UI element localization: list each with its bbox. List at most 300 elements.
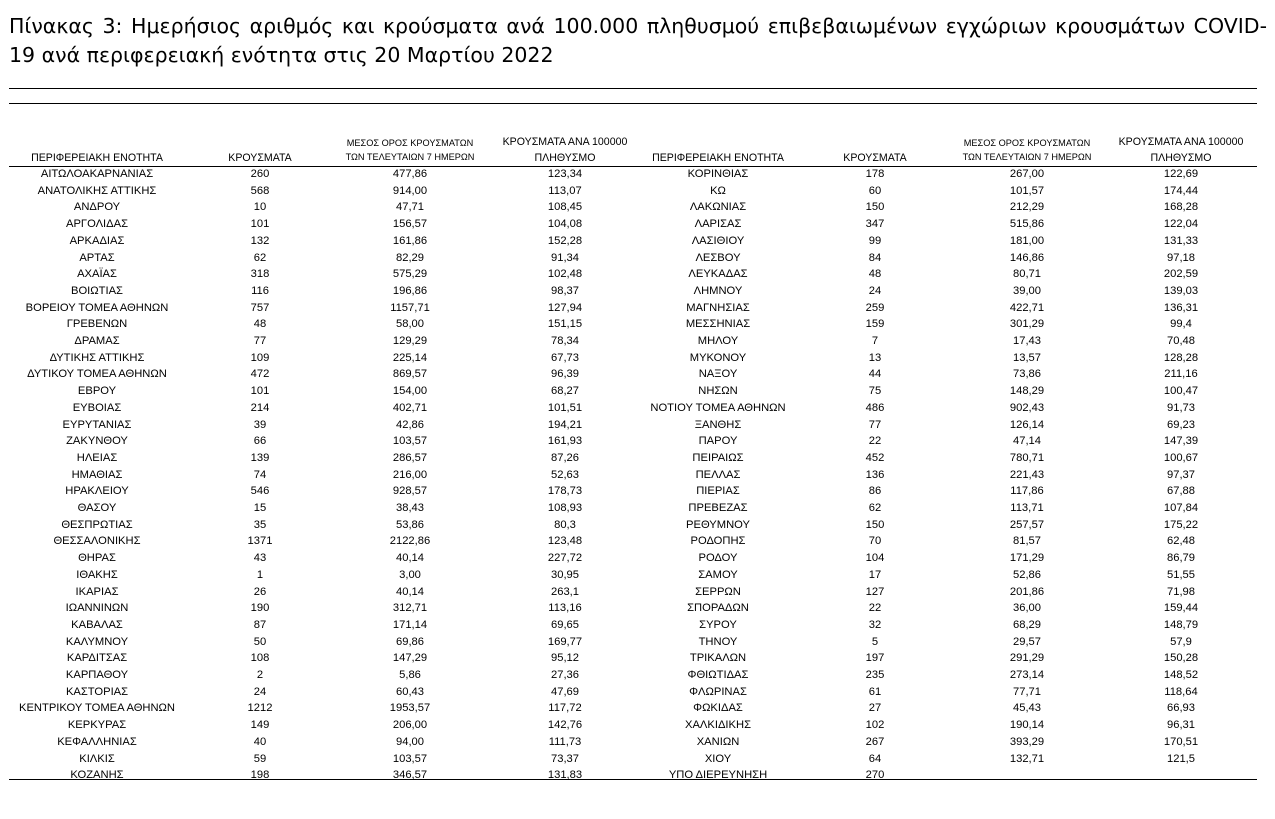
table-row — [0, 767, 1275, 784]
cell-right-cases: 17 — [868, 568, 882, 581]
table-row — [0, 199, 1275, 216]
cell-right-per100k: 122,04 — [1163, 218, 1199, 231]
cell-right-avg: 132,71 — [1009, 752, 1045, 765]
header-cases-right: ΚΡΟΥΣΜΑΤΑ — [843, 152, 907, 164]
cell-left-avg: 2122,86 — [389, 535, 431, 548]
cell-left-region: ΚΕΡΚΥΡΑΣ — [67, 719, 127, 732]
cell-left-cases: 48 — [253, 318, 267, 331]
table-row — [0, 684, 1275, 701]
cell-left-avg: 58,00 — [396, 318, 424, 331]
cell-right-cases: 61 — [868, 685, 882, 698]
cell-right-cases: 104 — [865, 552, 885, 565]
cell-right-cases: 32 — [868, 618, 882, 631]
cell-left-avg: 3,00 — [399, 568, 421, 581]
cell-right-per100k: 170,51 — [1163, 735, 1199, 748]
cell-right-region: ΡΟΔΟΠΗΣ — [690, 535, 746, 548]
table-row — [0, 183, 1275, 200]
cell-left-cases: 1 — [256, 568, 264, 581]
table-row — [0, 366, 1275, 383]
cell-left-avg: 40,14 — [396, 585, 424, 598]
cell-left-region: ΙΚΑΡΙΑΣ — [75, 585, 119, 598]
cell-right-avg: 36,00 — [1013, 602, 1041, 615]
cell-left-region: ΓΡΕΒΕΝΩΝ — [66, 318, 128, 331]
cell-left-avg: 40,14 — [396, 552, 424, 565]
cell-left-cases: 108 — [250, 652, 270, 665]
cell-right-per100k: 97,18 — [1167, 251, 1195, 264]
cell-right-region: ΡΕΘΥΜΝΟΥ — [686, 518, 750, 531]
cell-left-per100k: 113,16 — [548, 602, 582, 615]
cell-left-region: ΚΑΒΑΛΑΣ — [71, 618, 123, 631]
header-region-right: ΠΕΡΙΦΕΡΕΙΑΚΗ ΕΝΟΤΗΤΑ — [652, 152, 784, 164]
cell-right-region: ΚΟΡΙΝΘΙΑΣ — [687, 168, 749, 180]
cell-right-region: ΠΙΕΡΙΑΣ — [696, 485, 740, 498]
cell-right-per100k: 128,28 — [1163, 351, 1199, 364]
table-row — [0, 450, 1275, 467]
header-avg-right-2: ΤΩΝ ΤΕΛΕΥΤΑΙΩΝ 7 ΗΜΕΡΩΝ — [962, 152, 1092, 162]
cell-left-region: ΗΜΑΘΙΑΣ — [71, 468, 123, 481]
cell-right-cases: 150 — [865, 518, 885, 531]
cell-left-per100k: 87,26 — [551, 451, 579, 464]
cell-right-per100k: 86,79 — [1167, 552, 1195, 565]
cell-right-avg: 13,57 — [1013, 351, 1041, 364]
cell-left-per100k: 131,83 — [547, 769, 583, 782]
cell-left-region: ΔΥΤΙΚΟΥ ΤΟΜΕΑ ΑΘΗΝΩΝ — [27, 368, 167, 381]
cell-right-avg: 190,14 — [1009, 719, 1045, 732]
cell-right-avg: 117,86 — [1010, 485, 1044, 498]
cell-right-avg: 29,57 — [1013, 635, 1041, 648]
cell-right-cases: 84 — [868, 251, 882, 264]
cell-right-region: ΝΗΣΩΝ — [698, 385, 738, 398]
cell-right-cases: 5 — [871, 635, 879, 648]
cell-left-per100k: 117,72 — [548, 702, 582, 715]
cell-left-cases: 116 — [251, 284, 269, 297]
cell-left-per100k: 152,28 — [547, 234, 583, 247]
cell-left-cases: 87 — [253, 618, 267, 631]
cell-right-avg: 393,29 — [1009, 735, 1045, 748]
cell-right-region: ΜΗΛΟΥ — [697, 335, 739, 347]
cell-left-region: ΑΧΑΪΑΣ — [77, 268, 117, 281]
table-row — [0, 600, 1275, 617]
cell-left-per100k: 67,73 — [551, 351, 579, 364]
cell-right-avg: 780,71 — [1009, 451, 1045, 464]
cell-left-region: ΚΑΡΠΑΘΟΥ — [65, 669, 129, 681]
cell-left-avg: 38,43 — [396, 502, 424, 514]
cell-right-per100k: 118,64 — [1164, 685, 1198, 698]
cell-right-cases: 259 — [865, 301, 885, 314]
cell-right-cases: 102 — [865, 719, 885, 732]
cell-right-region: ΞΑΝΘΗΣ — [694, 418, 742, 431]
cell-right-avg: 80,71 — [1013, 268, 1041, 281]
header-per100k-left-1: ΚΡΟΥΣΜΑΤΑ ΑΝΑ 100000 — [502, 136, 628, 148]
cell-left-avg: 161,86 — [392, 234, 428, 247]
cell-left-avg: 42,86 — [396, 418, 424, 431]
cell-left-avg: 5,86 — [399, 669, 421, 681]
cell-left-cases: 568 — [250, 184, 270, 197]
cell-right-cases: 136 — [865, 468, 885, 481]
cell-left-per100k: 108,93 — [547, 502, 583, 514]
cell-left-region: ΘΕΣΠΡΩΤΙΑΣ — [61, 518, 133, 531]
cell-left-cases: 66 — [253, 435, 267, 448]
cell-left-cases: 10 — [253, 201, 267, 214]
cell-left-region: ΖΑΚΥΝΘΟΥ — [66, 435, 128, 448]
cell-left-per100k: 123,48 — [547, 535, 583, 548]
cell-right-per100k: 71,98 — [1167, 585, 1195, 598]
top-rule — [9, 88, 1257, 89]
cell-right-cases: 86 — [868, 485, 882, 498]
cell-left-cases: 39 — [253, 418, 267, 431]
second-rule — [9, 103, 1257, 104]
cell-right-avg: 171,29 — [1009, 552, 1045, 565]
cell-left-per100k: 30,95 — [551, 568, 579, 581]
cell-left-avg: 129,29 — [392, 335, 428, 347]
cell-right-avg: 52,86 — [1013, 568, 1041, 581]
cell-right-region: ΛΑΣΙΘΙΟΥ — [691, 234, 745, 247]
cell-right-region: ΦΛΩΡΙΝΑΣ — [689, 685, 747, 698]
cell-left-per100k: 91,34 — [551, 251, 579, 264]
cell-right-avg: 113,71 — [1010, 502, 1044, 514]
cell-right-avg: 257,57 — [1009, 518, 1045, 531]
cell-left-cases: 50 — [253, 635, 267, 648]
cell-right-cases: 178 — [865, 168, 885, 180]
table-row — [0, 383, 1275, 400]
cell-left-avg: 60,43 — [396, 685, 424, 698]
cell-right-cases: 486 — [865, 401, 885, 414]
cell-right-cases: 13 — [868, 351, 882, 364]
header-avg-right-1: ΜΕΣΟΣ ΟΡΟΣ ΚΡΟΥΣΜΑΤΩΝ — [963, 138, 1091, 148]
cell-left-avg: 103,57 — [392, 435, 428, 448]
cell-right-cases: 127 — [865, 585, 885, 598]
table-row — [0, 250, 1275, 267]
cell-right-per100k: 96,31 — [1167, 719, 1195, 732]
table-row — [0, 417, 1275, 434]
cell-right-region: ΦΘΙΩΤΙΔΑΣ — [687, 669, 749, 681]
cell-right-region: ΣΥΡΟΥ — [699, 618, 737, 631]
cell-right-avg: 39,00 — [1013, 284, 1041, 297]
cell-left-per100k: 95,12 — [551, 652, 579, 665]
cell-left-cases: 318 — [250, 268, 270, 281]
cell-left-region: ΚΙΛΚΙΣ — [79, 752, 115, 765]
cell-right-per100k: 66,93 — [1167, 702, 1195, 715]
table-row — [0, 717, 1275, 734]
cell-left-avg: 575,29 — [392, 268, 428, 281]
cell-right-region: ΧΙΟΥ — [704, 752, 732, 765]
cell-right-region: ΠΕΛΛΑΣ — [695, 468, 741, 481]
cell-left-cases: 43 — [253, 552, 267, 565]
table-row — [0, 316, 1275, 333]
cell-right-region: ΣΠΟΡΑΔΩΝ — [687, 602, 749, 615]
cell-right-region: ΠΕΙΡΑΙΩΣ — [692, 451, 744, 464]
cell-right-region: ΝΟΤΙΟΥ ΤΟΜΕΑ ΑΘΗΝΩΝ — [650, 401, 786, 414]
cell-right-per100k: 100,67 — [1163, 451, 1199, 464]
cell-left-avg: 869,57 — [392, 368, 428, 381]
cell-left-region: ΗΛΕΙΑΣ — [76, 451, 118, 464]
header-per100k-right-1: ΚΡΟΥΣΜΑΤΑ ΑΝΑ 100000 — [1118, 136, 1244, 148]
header-avg-left-1: ΜΕΣΟΣ ΟΡΟΣ ΚΡΟΥΣΜΑΤΩΝ — [346, 138, 474, 148]
cell-right-avg: 68,29 — [1013, 618, 1041, 631]
cell-left-per100k: 113,07 — [548, 184, 582, 197]
cell-right-cases: 235 — [865, 669, 885, 681]
page-title: Πίνακας 3: Ημερήσιος αριθμός και κρούσματα ανά 100.000 πληθυσμού επιβεβαιωμένων εγχώριων κρουσμάτων COVID-19 ανά περιφερειακή ενότητα στις 20 Μαρτίου 2022 — [9, 14, 1267, 67]
cell-right-cases: 22 — [868, 435, 882, 448]
cell-left-avg: 147,29 — [392, 652, 428, 665]
cell-left-cases: 40 — [253, 735, 267, 748]
cell-left-avg: 82,29 — [396, 251, 424, 264]
cell-right-region: ΛΑΚΩΝΙΑΣ — [689, 201, 747, 214]
cell-left-region: ΘΕΣΣΑΛΟΝΙΚΗΣ — [53, 535, 141, 548]
cell-right-avg: 291,29 — [1009, 652, 1045, 665]
cell-right-avg: 126,14 — [1009, 418, 1045, 431]
cell-left-region: ΔΡΑΜΑΣ — [74, 335, 120, 347]
cell-left-avg: 286,57 — [392, 451, 428, 464]
cell-left-region: ΕΥΒΟΙΑΣ — [72, 401, 122, 414]
cell-right-per100k: 70,48 — [1167, 335, 1195, 347]
cell-left-cases: 62 — [253, 251, 267, 264]
cell-left-region: ΑΡΓΟΛΙΔΑΣ — [65, 218, 129, 231]
cell-left-per100k: 68,27 — [551, 385, 579, 398]
table-row — [0, 467, 1275, 484]
cell-right-avg: 17,43 — [1013, 335, 1041, 347]
cell-right-per100k: 97,37 — [1167, 468, 1195, 481]
cell-left-cases: 132 — [250, 234, 270, 247]
cell-left-cases: 24 — [253, 685, 267, 698]
cell-right-cases: 150 — [865, 201, 885, 214]
cell-right-cases: 159 — [865, 318, 885, 331]
cell-left-region: ΚΑΡΔΙΤΣΑΣ — [66, 652, 128, 665]
cell-left-region: ΔΥΤΙΚΗΣ ΑΤΤΙΚΗΣ — [49, 351, 145, 364]
cell-left-region: ΚΕΦΑΛΛΗΝΙΑΣ — [57, 735, 137, 748]
cell-left-cases: 109 — [250, 351, 270, 364]
cell-left-region: ΒΟΡΕΙΟΥ ΤΟΜΕΑ ΑΘΗΝΩΝ — [25, 301, 169, 314]
cell-left-cases: 101 — [250, 385, 270, 398]
cell-right-region: ΥΠΟ ΔΙΕΡΕΥΝΗΣΗ — [668, 769, 768, 782]
table-row — [0, 700, 1275, 717]
cell-left-per100k: 142,76 — [547, 719, 583, 732]
cell-left-avg: 216,00 — [392, 468, 428, 481]
cell-left-per100k: 52,63 — [551, 468, 579, 481]
cell-left-avg: 171,14 — [392, 618, 428, 631]
cell-left-per100k: 108,45 — [547, 201, 583, 214]
cell-right-per100k: 148,79 — [1163, 618, 1199, 631]
cell-right-avg: 273,14 — [1009, 669, 1045, 681]
cell-left-cases: 139 — [250, 451, 270, 464]
cell-right-per100k: 62,48 — [1167, 535, 1195, 548]
cell-left-per100k: 127,94 — [547, 301, 583, 314]
cell-right-cases: 27 — [868, 702, 882, 715]
cell-right-avg: 148,29 — [1009, 385, 1045, 398]
table-row — [0, 751, 1275, 768]
cell-left-per100k: 78,34 — [551, 335, 579, 347]
cell-left-per100k: 104,08 — [547, 218, 583, 231]
table-row — [0, 300, 1275, 317]
cell-left-per100k: 111,73 — [548, 735, 582, 748]
cell-left-per100k: 151,15 — [547, 318, 583, 331]
cell-left-cases: 101 — [250, 218, 270, 231]
cell-right-region: ΛΕΣΒΟΥ — [695, 251, 741, 264]
table-row — [0, 734, 1275, 751]
cell-left-region: ΚΟΖΑΝΗΣ — [70, 769, 124, 782]
cell-left-avg: 94,00 — [396, 735, 424, 748]
cell-right-region: ΝΑΞΟΥ — [698, 368, 738, 381]
cell-left-per100k: 194,21 — [547, 418, 583, 431]
cell-left-region: ΒΟΙΩΤΙΑΣ — [71, 284, 123, 297]
cell-left-cases: 74 — [253, 468, 267, 481]
cell-right-cases: 44 — [868, 368, 882, 381]
cell-left-region: ΕΥΡΥΤΑΝΙΑΣ — [62, 418, 132, 431]
cell-left-cases: 149 — [250, 719, 270, 732]
cell-right-avg: 101,57 — [1009, 184, 1045, 197]
cell-right-region: ΜΑΓΝΗΣΙΑΣ — [686, 301, 750, 314]
bottom-rule — [9, 779, 1257, 780]
cell-right-per100k: 159,44 — [1163, 602, 1199, 615]
cell-left-cases: 2 — [256, 669, 264, 681]
cell-left-cases: 15 — [253, 502, 267, 514]
cell-left-avg: 154,00 — [392, 385, 428, 398]
cell-right-per100k: 99,4 — [1170, 318, 1192, 331]
cell-right-region: ΛΑΡΙΣΑΣ — [694, 218, 742, 231]
cell-right-cases: 48 — [868, 268, 882, 281]
cell-right-per100k: 148,52 — [1163, 669, 1199, 681]
cell-left-region: ΑΙΤΩΛΟΑΚΑΡΝΑΝΙΑΣ — [40, 168, 154, 180]
cell-right-cases: 70 — [868, 535, 882, 548]
cell-right-region: ΤΗΝΟΥ — [698, 635, 738, 648]
cell-right-per100k: 150,28 — [1163, 652, 1199, 665]
header-per100k-right-2: ΠΛΗΘΥΣΜΟ — [1150, 152, 1212, 164]
cell-right-cases: 62 — [868, 502, 882, 514]
cell-right-avg: 515,86 — [1009, 218, 1045, 231]
cell-right-avg: 181,00 — [1009, 234, 1045, 247]
cell-left-per100k: 69,65 — [551, 618, 579, 631]
cell-left-per100k: 123,34 — [547, 168, 583, 180]
cell-left-per100k: 169,77 — [547, 635, 583, 648]
cell-left-cases: 757 — [250, 301, 270, 314]
cell-right-cases: 22 — [868, 602, 882, 615]
cell-left-cases: 1371 — [247, 535, 273, 548]
cell-right-per100k: 121,5 — [1167, 752, 1195, 765]
cell-left-per100k: 47,69 — [551, 685, 579, 698]
cell-left-avg: 225,14 — [392, 351, 428, 364]
cell-right-avg: 77,71 — [1013, 685, 1041, 698]
cell-right-cases: 7 — [871, 335, 879, 347]
cell-left-region: ΚΑΛΥΜΝΟΥ — [65, 635, 129, 648]
cell-right-avg: 81,57 — [1013, 535, 1041, 548]
cell-right-region: ΧΑΛΚΙΔΙΚΗΣ — [684, 719, 751, 732]
cell-left-region: ΘΗΡΑΣ — [78, 552, 116, 565]
cell-right-cases: 347 — [865, 218, 885, 231]
cell-right-avg: 212,29 — [1009, 201, 1045, 214]
cell-left-per100k: 161,93 — [547, 435, 583, 448]
cell-left-avg: 156,57 — [392, 218, 428, 231]
table-row — [0, 483, 1275, 500]
cell-left-cases: 77 — [253, 335, 267, 347]
cell-left-cases: 472 — [250, 368, 270, 381]
cell-right-cases: 24 — [868, 284, 882, 297]
table-row — [0, 567, 1275, 584]
cell-left-cases: 59 — [253, 752, 267, 765]
cell-right-region: ΠΡΕΒΕΖΑΣ — [688, 502, 748, 514]
cell-left-per100k: 263,1 — [551, 585, 579, 598]
cell-left-avg: 47,71 — [396, 201, 424, 214]
table-row — [0, 400, 1275, 417]
table-row — [0, 667, 1275, 684]
cell-right-cases: 64 — [868, 752, 882, 765]
cell-left-cases: 260 — [250, 168, 270, 180]
cell-right-region: ΛΕΥΚΑΔΑΣ — [688, 268, 748, 281]
cell-right-per100k: 136,31 — [1163, 301, 1199, 314]
table-row — [0, 617, 1275, 634]
cell-left-region: ΙΘΑΚΗΣ — [76, 568, 118, 581]
cell-right-cases: 197 — [865, 652, 885, 665]
cell-right-per100k: 122,69 — [1163, 168, 1199, 180]
cell-left-region: ΑΝΑΤΟΛΙΚΗΣ ΑΤΤΙΚΗΣ — [37, 184, 157, 197]
cell-left-region: ΗΡΑΚΛΕΙΟΥ — [65, 485, 129, 498]
cell-left-avg: 206,00 — [392, 719, 428, 732]
cell-right-region: ΠΑΡΟΥ — [698, 435, 738, 448]
cell-right-avg: 45,43 — [1013, 702, 1041, 715]
cell-right-per100k: 67,88 — [1167, 485, 1195, 498]
cell-right-region: ΚΩ — [710, 184, 726, 197]
cell-right-per100k: 174,44 — [1163, 184, 1199, 197]
cell-left-cases: 546 — [250, 485, 270, 498]
cell-right-region: ΣΕΡΡΩΝ — [695, 585, 741, 598]
cell-right-per100k: 168,28 — [1163, 201, 1199, 214]
cell-left-cases: 198 — [250, 769, 270, 782]
cell-left-avg: 346,57 — [392, 769, 428, 782]
table-row — [0, 216, 1275, 233]
cell-right-avg: 146,86 — [1009, 251, 1045, 264]
cell-right-avg: 47,14 — [1013, 435, 1041, 448]
cell-right-avg: 902,43 — [1009, 401, 1045, 414]
cell-right-region: ΡΟΔΟΥ — [698, 552, 738, 565]
cell-right-avg: 73,86 — [1013, 368, 1041, 381]
header-cases-left: ΚΡΟΥΣΜΑΤΑ — [228, 152, 292, 164]
table-row — [0, 166, 1275, 183]
cell-right-region: ΦΩΚΙΔΑΣ — [693, 702, 743, 715]
table-row — [0, 233, 1275, 250]
cell-right-cases: 99 — [868, 234, 882, 247]
cell-left-avg: 477,86 — [392, 168, 428, 180]
cell-left-per100k: 27,36 — [551, 669, 579, 681]
cell-right-per100k: 107,84 — [1163, 502, 1199, 514]
cell-left-region: ΑΝΔΡΟΥ — [73, 201, 121, 214]
cell-left-avg: 53,86 — [396, 518, 424, 531]
cell-left-per100k: 102,48 — [547, 268, 583, 281]
cell-left-per100k: 96,39 — [551, 368, 579, 381]
cell-right-per100k: 100,47 — [1163, 385, 1199, 398]
cell-left-avg: 312,71 — [392, 602, 428, 615]
table-row — [0, 500, 1275, 517]
table-row — [0, 333, 1275, 350]
cell-right-avg: 267,00 — [1009, 168, 1045, 180]
table-row — [0, 533, 1275, 550]
cell-left-cases: 26 — [253, 585, 267, 598]
cell-left-region: ΑΡΚΑΔΙΑΣ — [69, 234, 125, 247]
table-row — [0, 550, 1275, 567]
cell-right-per100k: 131,33 — [1163, 234, 1199, 247]
cell-left-region: ΚΕΝΤΡΙΚΟΥ ΤΟΜΕΑ ΑΘΗΝΩΝ — [18, 702, 175, 715]
table-row — [0, 584, 1275, 601]
cell-right-region: ΤΡΙΚΑΛΩΝ — [689, 652, 747, 665]
cell-right-per100k: 147,39 — [1163, 435, 1199, 448]
cell-left-avg: 928,57 — [392, 485, 428, 498]
cell-left-avg: 103,57 — [392, 752, 428, 765]
cell-right-per100k: 139,03 — [1163, 284, 1199, 297]
cell-left-cases: 35 — [253, 518, 267, 531]
cell-right-avg: 301,29 — [1009, 318, 1045, 331]
table-row — [0, 650, 1275, 667]
cell-right-per100k: 202,59 — [1163, 268, 1199, 281]
cell-right-cases: 77 — [868, 418, 882, 431]
cell-left-per100k: 178,73 — [547, 485, 583, 498]
